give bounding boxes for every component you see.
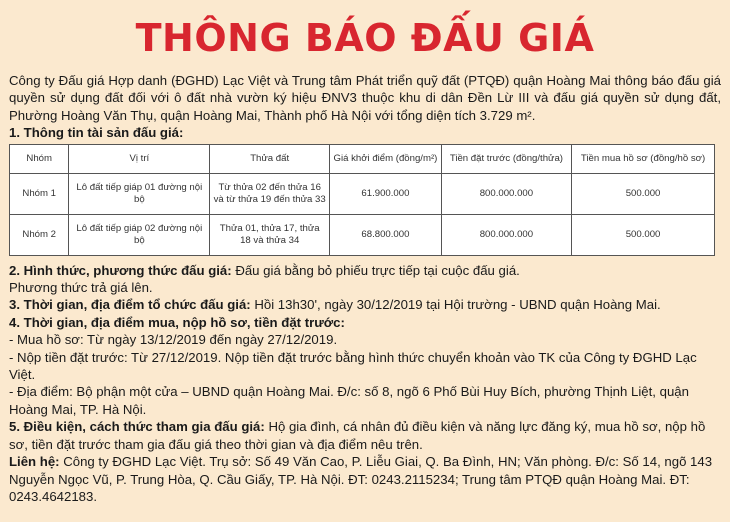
- section-2-label: 2. Hình thức, phương thức đấu giá:: [9, 262, 232, 278]
- section-4-line-3: - Địa điểm: Bộ phận một cửa – UBND quận Hoàng Mai. Đ/c: số 8, ngõ 6 Phố Bùi Huy Bích, phường Thịnh Liệt, quận Hoàng Mai, TP. Hà Nội.: [9, 384, 689, 417]
- section-5: [9, 418, 721, 453]
- notice-body: [9, 72, 721, 505]
- col-header-start-price: Giá khởi điểm (đồng/m²): [330, 144, 442, 173]
- table-header-row: [10, 144, 715, 173]
- col-header-group: Nhóm: [10, 144, 69, 173]
- intro-paragraph: Công ty Đấu giá Hợp danh (ĐGHD) Lạc Việt và Trung tâm Phát triển quỹ đất (PTQĐ) quận Hoàng Mai thông báo đấu giá quyền sử dụng đất đối với ô đất nhà vườn ký hiệu ĐNV3 thuộc khu di dân Đền Lừ III và đấu giá quyền sử dụng đất, Phường Hoàng Văn Thụ, quận Hoàng Mai, Thành phố Hà Nội với tổng diện tích 3.729 m².: [9, 73, 721, 123]
- table-row: [10, 214, 715, 255]
- cell-group: Nhóm 1: [10, 173, 69, 214]
- cell-deposit: 800.000.000: [441, 214, 571, 255]
- contact-text: Công ty ĐGHD Lạc Việt. Trụ sở: Số 49 Văn Cao, P. Liễu Giai, Q. Ba Đình, HN; Văn phòng. Đ/c: Số 14, ngõ 143 Nguyễn Ngọc Vũ, P. Trung Hòa, Q. Cầu Giấy, TP. Hà Nội. ĐT: 0243.2115234; Trung tâm PTQĐ quận Hoàng Mai. ĐT: 0243.4642183.: [9, 454, 713, 504]
- cell-plot: Từ thửa 02 đến thửa 16 và từ thửa 19 đến thửa 33: [210, 173, 330, 214]
- section-3-label: 3. Thời gian, địa điểm tổ chức đấu giá:: [9, 297, 251, 313]
- section-3-text: Hồi 13h30', ngày 30/12/2019 tại Hội trường - UBND quận Hoàng Mai.: [250, 297, 661, 313]
- cell-location: Lô đất tiếp giáp 01 đường nội bộ: [69, 173, 210, 214]
- cell-start-price: 61.900.000: [330, 173, 442, 214]
- col-header-deposit: Tiền đặt trước (đồng/thửa): [441, 144, 571, 173]
- section-3: [9, 296, 721, 313]
- contact: [9, 453, 721, 505]
- asset-table: [9, 144, 715, 256]
- cell-dossier-fee: 500.000: [572, 173, 715, 214]
- cell-deposit: 800.000.000: [441, 173, 571, 214]
- cell-group: Nhóm 2: [10, 214, 69, 255]
- section-2: [9, 262, 721, 279]
- section-4-line-2: - Nộp tiền đặt trước: Từ 27/12/2019. Nộp tiền đặt trước bằng hình thức chuyển khoản vào TK của Công ty ĐGHD Lạc Việt.: [9, 349, 697, 383]
- contact-label: Liên hệ:: [9, 454, 60, 470]
- section-2-text: Đấu giá bằng bỏ phiếu trực tiếp tại cuộc đấu giá.: [231, 262, 520, 278]
- table-row: [10, 173, 715, 214]
- cell-plot: Thửa 01, thửa 17, thửa 18 và thửa 34: [210, 214, 330, 255]
- cell-dossier-fee: 500.000: [572, 214, 715, 255]
- col-header-dossier-fee: Tiền mua hồ sơ (đồng/hồ sơ): [572, 144, 715, 173]
- section-1-heading: 1. Thông tin tài sản đấu giá:: [9, 125, 184, 141]
- notice-title: THÔNG BÁO ĐẤU GIÁ: [135, 16, 595, 60]
- cell-location: Lô đất tiếp giáp 02 đường nội bộ: [69, 214, 210, 255]
- section-4-heading: 4. Thời gian, địa điểm mua, nộp hồ sơ, tiền đặt trước:: [9, 314, 345, 330]
- section-2-text-2: Phương thức trả giá lên.: [9, 280, 153, 296]
- section-5-label: 5. Điều kiện, cách thức tham gia đấu giá:: [9, 419, 265, 435]
- cell-start-price: 68.800.000: [330, 214, 442, 255]
- col-header-plot: Thửa đất: [210, 144, 330, 173]
- section-4-line-1: - Mua hồ sơ: Từ ngày 13/12/2019 đến ngày 27/12/2019.: [9, 332, 338, 348]
- col-header-location: Vị trí: [69, 144, 210, 173]
- section-5-text: Hộ gia đình, cá nhân đủ điều kiện và năng lực đăng ký, mua hồ sơ, nộp hồ sơ, tiền đặt trước tham gia đấu giá theo thời gian và địa điểm nêu trên.: [9, 419, 706, 452]
